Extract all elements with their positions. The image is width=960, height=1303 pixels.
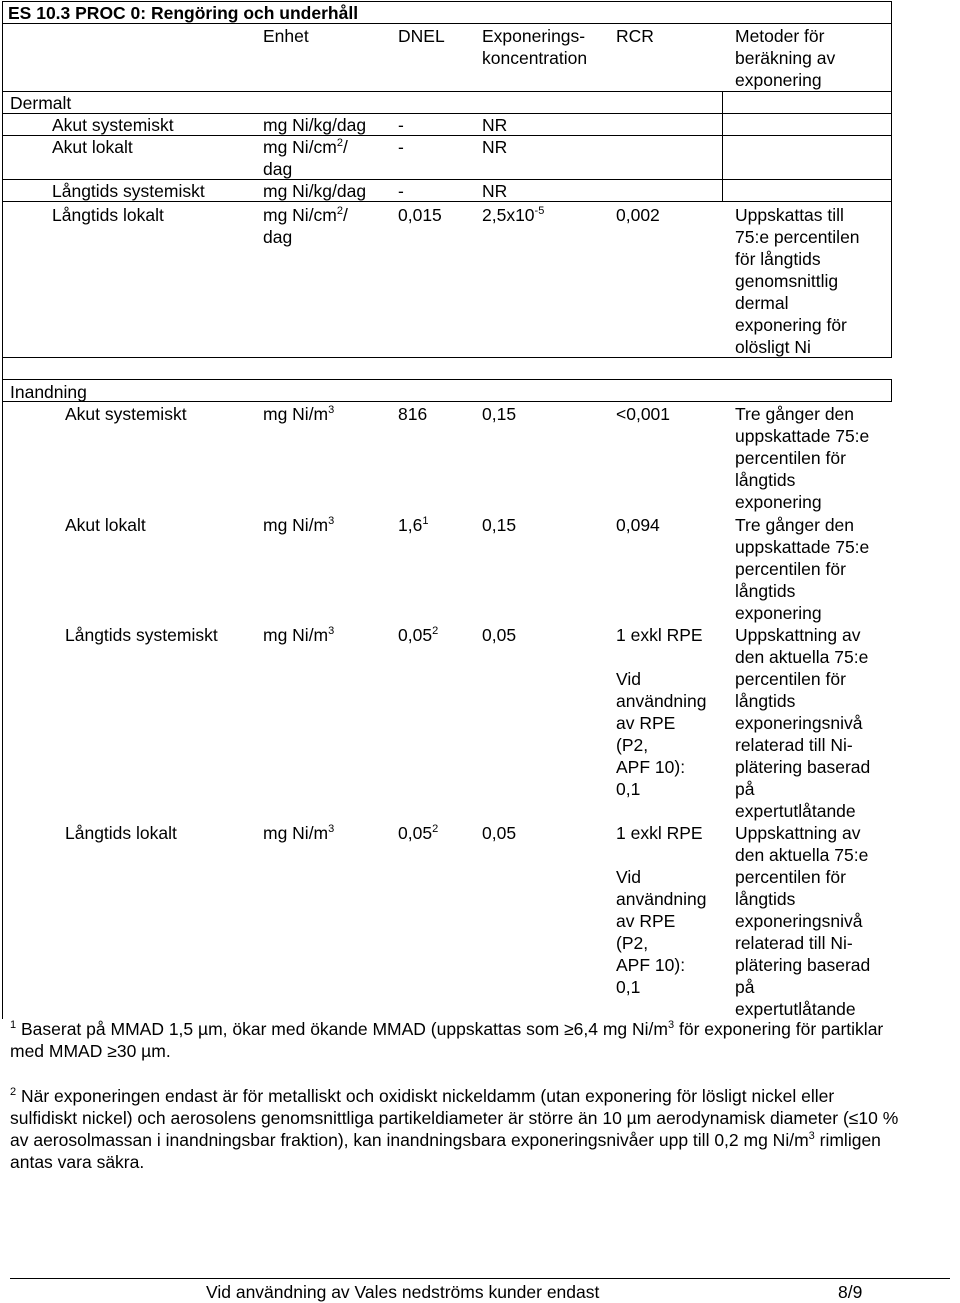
row-line [2, 379, 892, 380]
header-exponeringskoncentration: Exponerings- koncentration [482, 26, 588, 68]
row-name: Långtids lokalt [65, 823, 177, 843]
row-unit: mg $Ni/m^3$ [263, 515, 335, 535]
row-name: Akut lokalt [52, 137, 133, 157]
section-title: ES 10.3 PROC 0: Rengöring och underhåll [8, 3, 359, 23]
row-rcr: 1 exkl RPE [616, 625, 703, 645]
row-name: Långtids systemiskt [65, 625, 218, 645]
row-name: Akut systemiskt [65, 404, 187, 424]
row-rcr: 1 exkl RPE [616, 823, 703, 843]
row-unit: mg $Ni/cm^2/$ dag [263, 205, 348, 247]
row-exposure: NR [482, 115, 508, 135]
header-enhet: Enhet [263, 26, 309, 46]
footnotes [10, 1018, 900, 1062]
row-exposure: NR [482, 181, 508, 201]
row-exposure: 0,05 [482, 823, 517, 843]
footnotes-2 [10, 1085, 900, 1173]
row-rcr: 0,094 [616, 515, 660, 535]
row-dnel: - [398, 137, 404, 157]
row-line [2, 91, 892, 92]
row-name: Långtids systemiskt [52, 181, 205, 201]
row-method: Uppskattas till 75:e percentilen för långtids genomsnittlig dermal exponering för olösligt Ni [735, 205, 860, 357]
row-unit: mg Ni/kg/dag [263, 181, 367, 201]
footnote-1: $^1$ Baserat på MMAD 1,5 µm, ökar med ökande MMAD (uppskattas som ≥6,4 mg $Ni/m^3$ för exponering för partiklar med MMAD ≥30 µm. [10, 1019, 884, 1061]
section-dermalt: Dermalt [10, 93, 72, 113]
footer-text: Vid användning av Vales nedströms kunder endast [206, 1282, 600, 1302]
row-rcr: <0,001 [616, 404, 671, 424]
row-method: Tre gånger den uppskattade 75:e percentilen för långtids exponering [735, 404, 870, 512]
row-line [2, 401, 892, 402]
row-exposure: 0,15 [482, 404, 517, 424]
row-rcr: 0,002 [616, 205, 660, 225]
row-method: Uppskattning av den aktuella 75:e percentilen för långtids exponeringsnivå relaterad till Ni- plätering baserad på expertutlåtande [735, 823, 871, 1019]
row-method: Tre gånger den uppskattade 75:e percentilen för långtids exponering [735, 515, 870, 623]
row-method: Uppskattning av den aktuella 75:e percentilen för långtids exponeringsnivå relaterad till Ni- plätering baserad på expertutlåtande [735, 625, 871, 821]
row-dnel: 0,05$^2$ [398, 625, 439, 645]
header-metoder: Metoder för beräkning av exponering [735, 26, 836, 90]
row-unit: mg $Ni/m^3$ [263, 823, 335, 843]
row-dnel: - [398, 115, 404, 135]
row-dnel: 0,05$^2$ [398, 823, 439, 843]
row-name: Långtids lokalt [52, 205, 164, 225]
row-rcr-note: Vid användning av RPE (P2, APF 10): 0,1 [616, 669, 707, 799]
table-border-left [2, 1, 3, 1019]
row-exposure: $2,5x10^{-5}$ [482, 205, 545, 225]
footer-divider [10, 1278, 950, 1279]
row-exposure: 0,15 [482, 515, 517, 535]
row-unit: mg $Ni/m^3$ [263, 404, 335, 424]
row-exposure: NR [482, 137, 508, 157]
header-rcr: RCR [616, 26, 654, 46]
table-border-right [891, 379, 892, 401]
row-dnel: - [398, 181, 404, 201]
row-name: Akut systemiskt [52, 115, 174, 135]
row-dnel: 0,015 [398, 205, 442, 225]
row-dnel: $1,6^1$ [398, 515, 429, 535]
col-line [722, 91, 723, 201]
page-number: 8/9 [838, 1282, 863, 1302]
row-rcr-note: Vid användning av RPE (P2, APF 10): 0,1 [616, 867, 707, 997]
row-unit: mg Ni/kg/dag [263, 115, 367, 135]
section-inandning: Inandning [10, 382, 87, 402]
row-dnel: 816 [398, 404, 428, 424]
footnote-2: $^2$ När exponeringen endast är för metalliskt och oxidiskt nickeldamm (utan exponering för lösligt nickel eller sulfidiskt nickel) och aerosolens genomsnittliga partikeldiameter är större än 10 µm aerodynamisk diameter (≤10 % av aerosolmassan i inandningsbar fraktion), kan inandningsbara exponeringsnivåer upp till 0,2 mg $Ni/m^3$ rimligen antas vara säkra. [10, 1086, 899, 1172]
row-unit: mg $Ni/cm^2/$ dag [263, 137, 348, 179]
row-unit: mg $Ni/m^3$ [263, 625, 335, 645]
row-name: Akut lokalt [65, 515, 146, 535]
header-dnel: DNEL [398, 26, 445, 46]
row-exposure: 0,05 [482, 625, 517, 645]
